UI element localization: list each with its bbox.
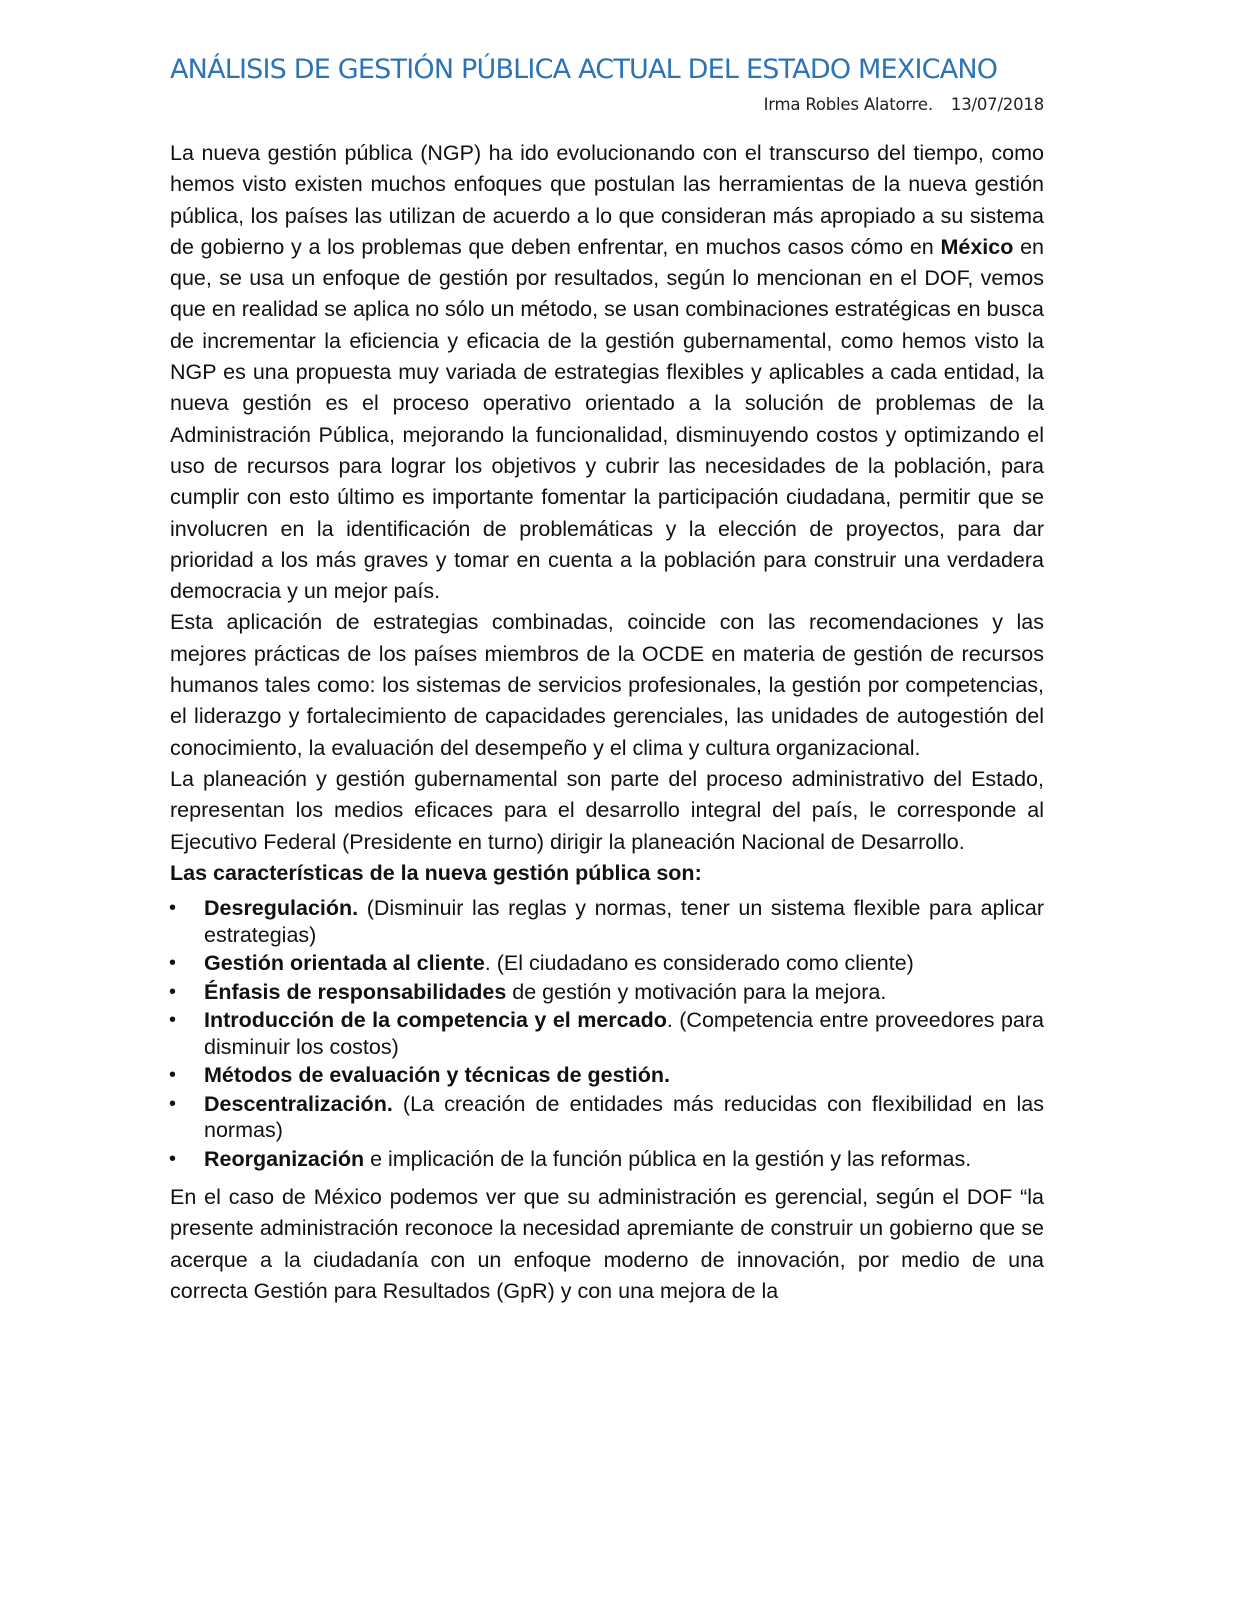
document-date: 13/07/2018 [950, 95, 1044, 114]
list-item-text: (Disminuir las reglas y normas, tener un sistema flexible para aplicar estrategias) [204, 896, 1044, 947]
intro-text-start: La nueva gestión pública (NGP) ha ido evolucionando con el transcurso del tiempo, como hemos visto existen muchos enfoques que postulan las herramientas de la nueva gestión pública, los países las utilizan de acuerdo a lo que consideran más apropiado a su sistema de gobierno y a los problemas que deben enfrentar, en muchos casos cómo en [170, 141, 1044, 259]
byline [700, 95, 1044, 114]
list-item [204, 1146, 1044, 1173]
list-item-text: e implicación de la función pública en la gestión y las reformas. [364, 1146, 972, 1171]
paragraph-intro [170, 138, 1044, 607]
list-item [204, 950, 1044, 977]
paragraph-mexico-dof: En el caso de México podemos ver que su administración es gerencial, según el DOF “la presente administración reconoce la necesidad apremiante de construir un gobierno que se acerque a la ciudadanía con un enfoque moderno de innovación, por medio de una correcta Gestión para Resultados (GpR) y con una mejora de la [170, 1185, 1044, 1304]
intro-bold-mexico: México [940, 234, 1014, 259]
list-item [204, 1007, 1044, 1060]
document-body [170, 138, 1044, 1307]
list-item-bold: Métodos de evaluación y técnicas de gestión. [204, 1063, 670, 1088]
paragraph-ocde: Esta aplicación de estrategias combinadas, coincide con las recomendaciones y las mejores prácticas de los países miembros de la OCDE en materia de gestión de recursos humanos tales como: los sistemas de servicios profesionales, la gestión por competencias, el liderazgo y fortalecimiento de capacidades gerenciales, las unidades de autogestión del conocimiento, la evaluación del desempeño y el clima y cultura organizacional. [170, 610, 1044, 760]
list-item-text: de gestión y motivación para la mejora. [506, 979, 887, 1004]
list-item-bold: Desregulación. [204, 896, 359, 921]
list-item-bold: Énfasis de responsabilidades [204, 979, 507, 1004]
list-item [204, 1062, 1044, 1089]
document-title: ANÁLISIS DE GESTIÓN PÚBLICA ACTUAL DEL ESTADO MEXICANO [170, 54, 998, 85]
list-item [204, 979, 1044, 1006]
author-name: Irma Robles Alatorre. [763, 95, 933, 114]
list-item-bold: Gestión orientada al cliente [204, 951, 485, 976]
list-item-bold: Descentralización. [204, 1091, 393, 1116]
paragraph-planeacion: La planeación y gestión gubernamental son parte del proceso administrativo del Estado, representan los medios eficaces para el desarrollo integral del país, le corresponde al Ejecutivo Federal (Presidente en turno) dirigir la planeación Nacional de Desarrollo. [170, 766, 1044, 854]
list-item-text: . (El ciudadano es considerado como cliente) [484, 951, 914, 976]
list-heading: Las características de la nueva gestión pública son: [170, 860, 702, 885]
list-item [204, 1091, 1044, 1144]
intro-text-end: en que, se usa un enfoque de gestión por resultados, según lo mencionan en el DOF, vemos que en realidad se aplica no sólo un método, se usan combinaciones estratégicas en busca de incrementar la eficiencia y eficacia de la gestión gubernamental, como hemos visto la NGP es una propuesta muy variada de estrategias flexibles y aplicables a cada entidad, la nueva gestión es el proceso operativo orientado a la solución de problemas de la Administración Pública, mejorando la funcionalidad, disminuyendo costos y optimizando el uso de recursos para lograr los objetivos y cubrir las necesidades de la población, para cumplir con esto último es importante fomentar la participación ciudadana, permitir que se involucren en la identificación de problemáticas y la elección de proyectos, para dar prioridad a los más graves y tomar en cuenta a la población para construir una verdadera democracia y un mejor país. [170, 234, 1044, 604]
list-item-text: (La creación de entidades más reducidas con flexibilidad en las normas) [204, 1091, 1044, 1143]
list-item-text: . (Competencia entre proveedores para disminuir los costos) [204, 1008, 1045, 1059]
list-item [204, 895, 1044, 948]
list-item-bold: Introducción de la competencia y el mercado [204, 1008, 667, 1033]
list-item-bold: Reorganización [204, 1146, 365, 1171]
features-list [170, 895, 1044, 1172]
